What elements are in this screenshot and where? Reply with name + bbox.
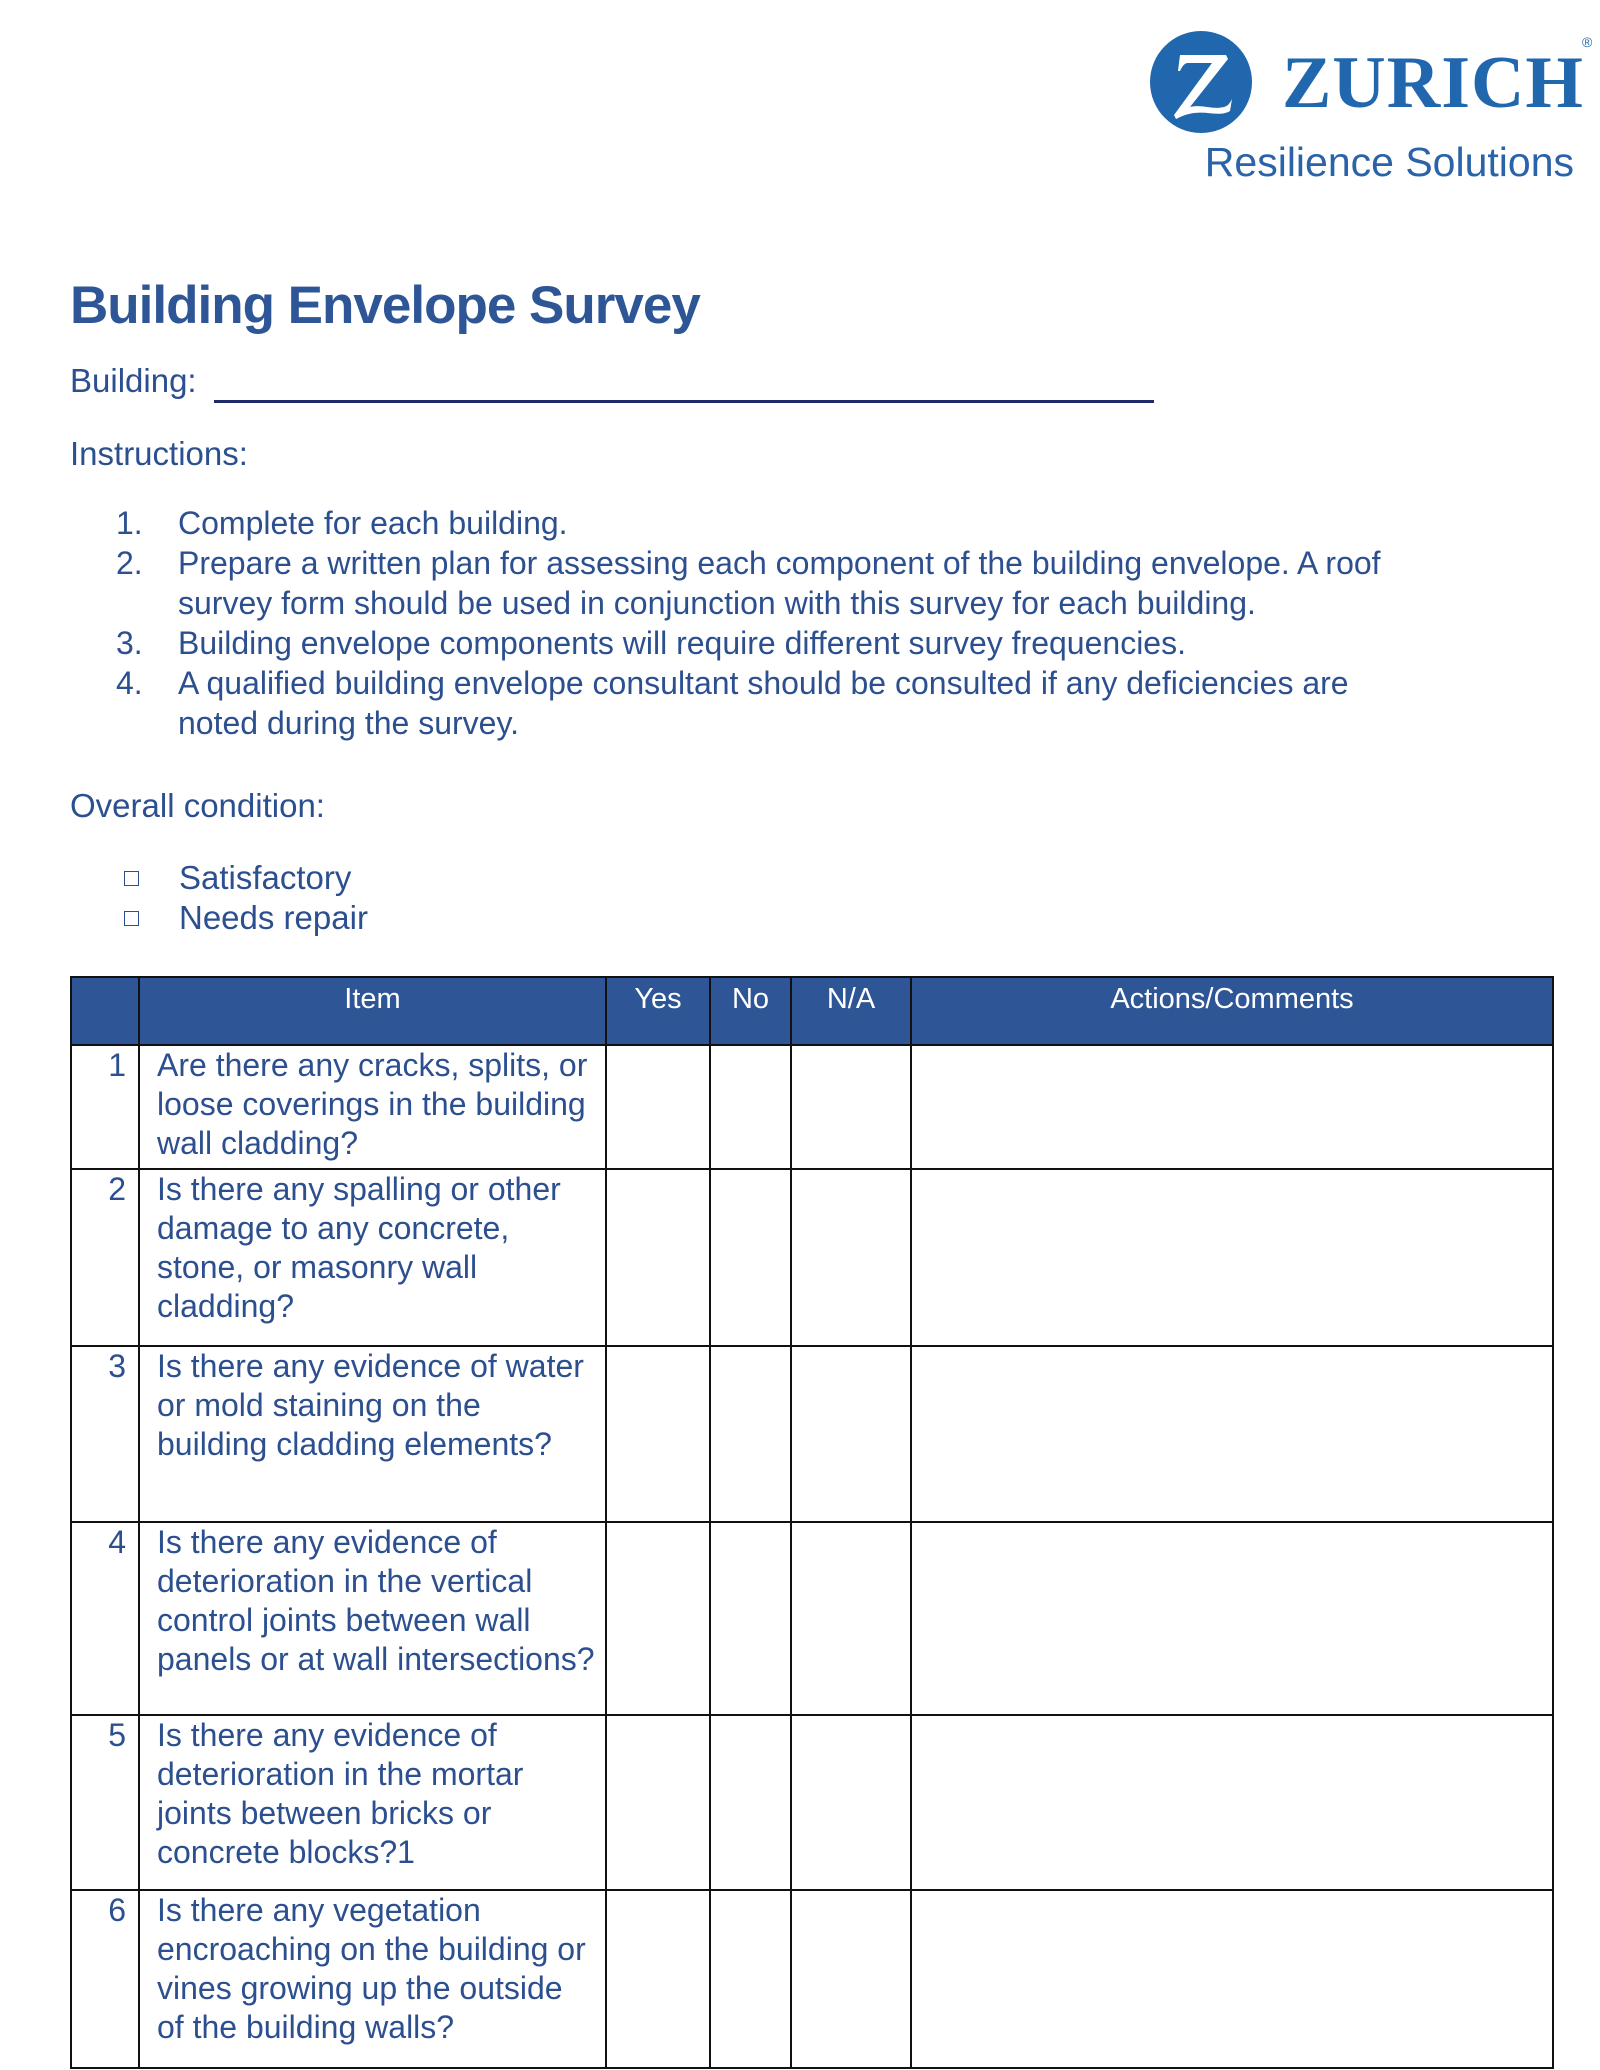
table-row xyxy=(71,1169,1553,1346)
instruction-item xyxy=(116,663,1496,743)
na-cell[interactable] xyxy=(791,1522,911,1715)
yes-cell[interactable] xyxy=(606,1715,710,1890)
na-cell[interactable] xyxy=(791,1346,911,1522)
column-header-yes: Yes xyxy=(606,977,710,1045)
yes-cell[interactable] xyxy=(606,1522,710,1715)
row-item-question: Are there any cracks, splits, or loose coverings in the building wall cladding? xyxy=(139,1045,606,1169)
na-cell[interactable] xyxy=(791,1045,911,1169)
instruction-number: 2. xyxy=(116,545,143,581)
comments-cell[interactable] xyxy=(911,1715,1553,1890)
comments-cell[interactable] xyxy=(911,1045,1553,1169)
row-number: 5 xyxy=(71,1715,139,1890)
yes-cell[interactable] xyxy=(606,1045,710,1169)
table-row xyxy=(71,1346,1553,1522)
instruction-text: Complete for each building. xyxy=(178,505,568,541)
row-number: 2 xyxy=(71,1169,139,1346)
row-number: 6 xyxy=(71,1890,139,2068)
condition-option-satisfactory[interactable] xyxy=(124,858,624,898)
no-cell[interactable] xyxy=(710,1346,791,1522)
no-cell[interactable] xyxy=(710,1169,791,1346)
comments-cell[interactable] xyxy=(911,1346,1553,1522)
column-header-number xyxy=(71,977,139,1045)
building-input-line[interactable] xyxy=(214,400,1154,403)
condition-option-needs-repair[interactable] xyxy=(124,898,624,938)
instruction-item xyxy=(116,543,1496,623)
zurich-logo-mark xyxy=(1150,31,1252,133)
comments-cell[interactable] xyxy=(911,1522,1553,1715)
column-header-na: N/A xyxy=(791,977,911,1045)
row-item-question: Is there any evidence of deterioration in the vertical control joints between wall panels or at wall intersections? xyxy=(139,1522,606,1715)
no-cell[interactable] xyxy=(710,1890,791,2068)
zurich-z-icon xyxy=(1150,31,1252,133)
instruction-text: A qualified building envelope consultant should be consulted if any deficiencies are noted during the survey. xyxy=(178,665,1349,741)
column-header-no: No xyxy=(710,977,791,1045)
column-header-comments: Actions/Comments xyxy=(911,977,1553,1045)
zurich-wordmark: ZURICH xyxy=(1281,42,1584,124)
row-item-question: Is there any spalling or other damage to any concrete, stone, or masonry wall cladding? xyxy=(139,1169,606,1346)
na-cell[interactable] xyxy=(791,1890,911,2068)
comments-cell[interactable] xyxy=(911,1169,1553,1346)
survey-table xyxy=(70,976,1554,2069)
registered-mark: ® xyxy=(1582,34,1593,50)
instruction-number: 1. xyxy=(116,505,143,541)
table-row xyxy=(71,1715,1553,1890)
condition-label: Needs repair xyxy=(179,899,368,936)
overall-condition-label: Overall condition: xyxy=(70,787,325,824)
column-header-item: Item xyxy=(139,977,606,1045)
instruction-text: Prepare a written plan for assessing each component of the building envelope. A roof survey form should be used in conjunction with this survey for each building. xyxy=(178,545,1381,621)
yes-cell[interactable] xyxy=(606,1346,710,1522)
no-cell[interactable] xyxy=(710,1715,791,1890)
instruction-text: Building envelope components will require different survey frequencies. xyxy=(178,625,1186,661)
row-number: 4 xyxy=(71,1522,139,1715)
yes-cell[interactable] xyxy=(606,1169,710,1346)
instruction-number: 4. xyxy=(116,665,143,701)
building-label: Building: xyxy=(70,362,197,399)
row-item-question: Is there any vegetation encroaching on the building or vines growing up the outside of the building walls? xyxy=(139,1890,606,2068)
na-cell[interactable] xyxy=(791,1169,911,1346)
no-cell[interactable] xyxy=(710,1522,791,1715)
row-number: 3 xyxy=(71,1346,139,1522)
condition-label: Satisfactory xyxy=(179,859,352,896)
checkbox-icon[interactable] xyxy=(124,911,139,926)
instruction-number: 3. xyxy=(116,625,143,661)
instruction-item xyxy=(116,503,1496,543)
logo-subtitle: Resilience Solutions xyxy=(1204,139,1574,185)
instruction-item xyxy=(116,623,1496,663)
row-item-question: Is there any evidence of deterioration in the mortar joints between bricks or concrete blocks?1 xyxy=(139,1715,606,1890)
no-cell[interactable] xyxy=(710,1045,791,1169)
table-row xyxy=(71,1045,1553,1169)
table-row xyxy=(71,1522,1553,1715)
page-title: Building Envelope Survey xyxy=(70,276,700,335)
comments-cell[interactable] xyxy=(911,1890,1553,2068)
row-item-question: Is there any evidence of water or mold staining on the building cladding elements? xyxy=(139,1346,606,1522)
instructions-label: Instructions: xyxy=(70,435,248,472)
instructions-list xyxy=(116,503,1496,743)
row-number: 1 xyxy=(71,1045,139,1169)
table-header-row xyxy=(71,977,1553,1045)
checkbox-icon[interactable] xyxy=(124,871,139,886)
na-cell[interactable] xyxy=(791,1715,911,1890)
yes-cell[interactable] xyxy=(606,1890,710,2068)
table-row xyxy=(71,1890,1553,2068)
